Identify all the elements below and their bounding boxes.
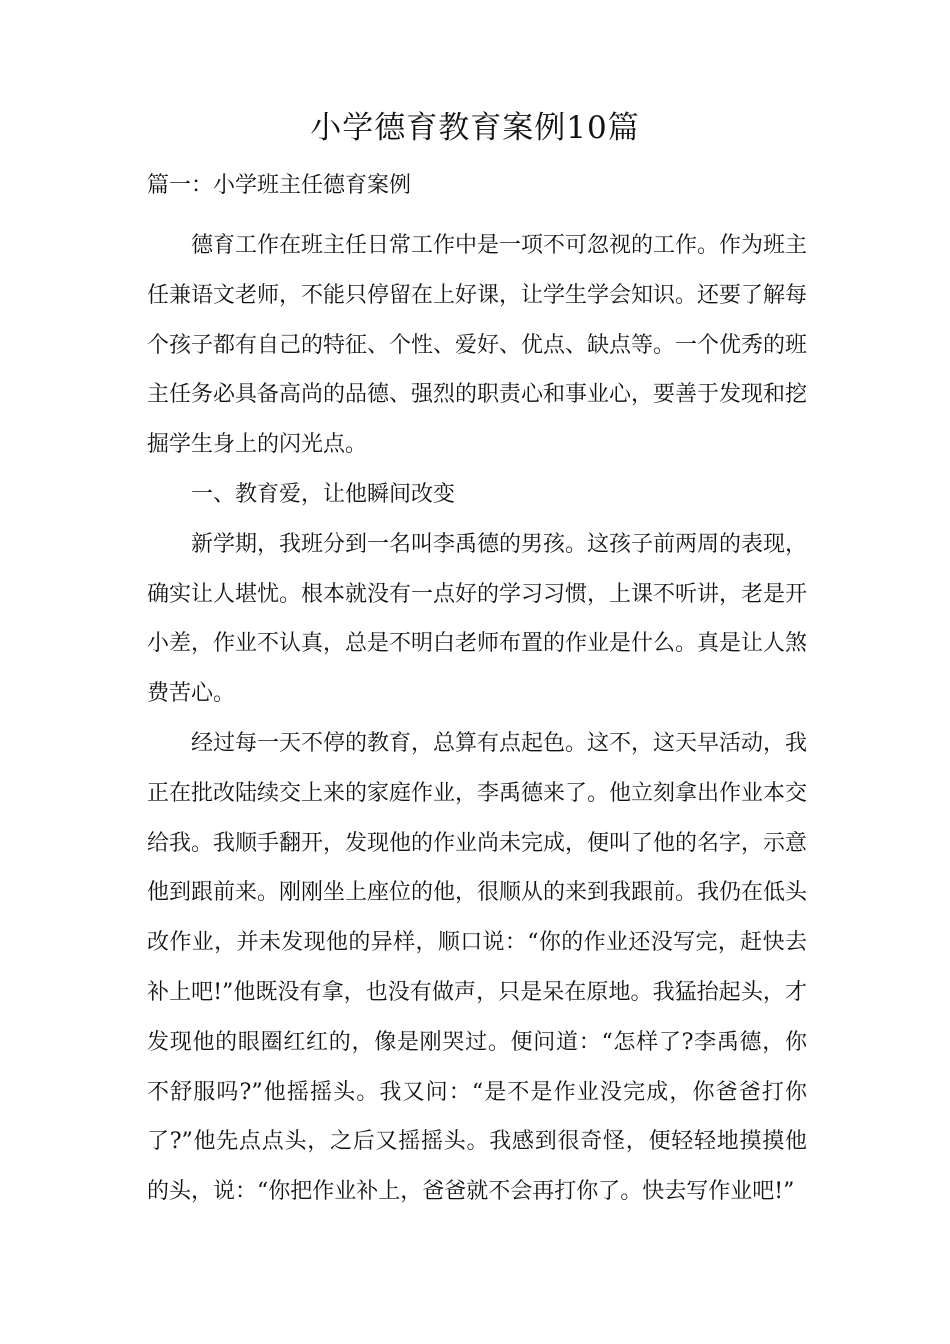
document-title: 小学德育教育案例10篇 xyxy=(310,110,640,146)
paragraph-story: 经过每一天不停的教育，总算有点起色。这不，这天早活动，我正在批改陆续交上来的家庭作业，李禹德来了。他立刻拿出作业本交给我。我顺手翻开，发现他的作业尚未完成，便叫了他的名字，示意他到跟前来。刚刚坐上座位的他，很顺从的来到我跟前。我仍在低头改作业，并未发现他的异样，顺口说：“你的作业还没写完，赶快去补上吧!”他既没有拿，也没有做声，只是呆在原地。我猛抬起头，才发现他的眼圈红红的，像是刚哭过。便问道：“怎样了?李禹德，你不舒服吗?”他摇摇头。我又问：“是不是作业没完成，你爸爸打你了?”他先点点头，之后又摇摇头。我感到很奇怪，便轻轻地摸摸他的头，说：“你把作业补上，爸爸就不会再打你了。快去写作业吧!” xyxy=(147,730,808,1205)
subheading-education-love: 一、教育爱，让他瞬间改变 xyxy=(191,481,456,507)
paragraph-intro: 德育工作在班主任日常工作中是一项不可忽视的工作。作为班主任兼语文老师，不能只停留在上好课，让学生学会知识。还要了解每个孩子都有自己的特征、个性、爱好、优点、缺点等。一个优秀的班主任务必具备高尚的品德、强烈的职责心和事业心，要善于发现和挖掘学生身上的闪光点。 xyxy=(147,233,808,458)
section-heading: 篇一：小学班主任德育案例 xyxy=(147,173,412,198)
document-body xyxy=(147,221,807,1217)
paragraph-new-semester: 新学期，我班分到一名叫李禹德的男孩。这孩子前两周的表现，确实让人堪忧。根本就没有一点好的学习习惯，上课不听讲，老是开小差，作业不认真，总是不明白老师布置的作业是什么。真是让人煞费苦心。 xyxy=(147,531,808,707)
